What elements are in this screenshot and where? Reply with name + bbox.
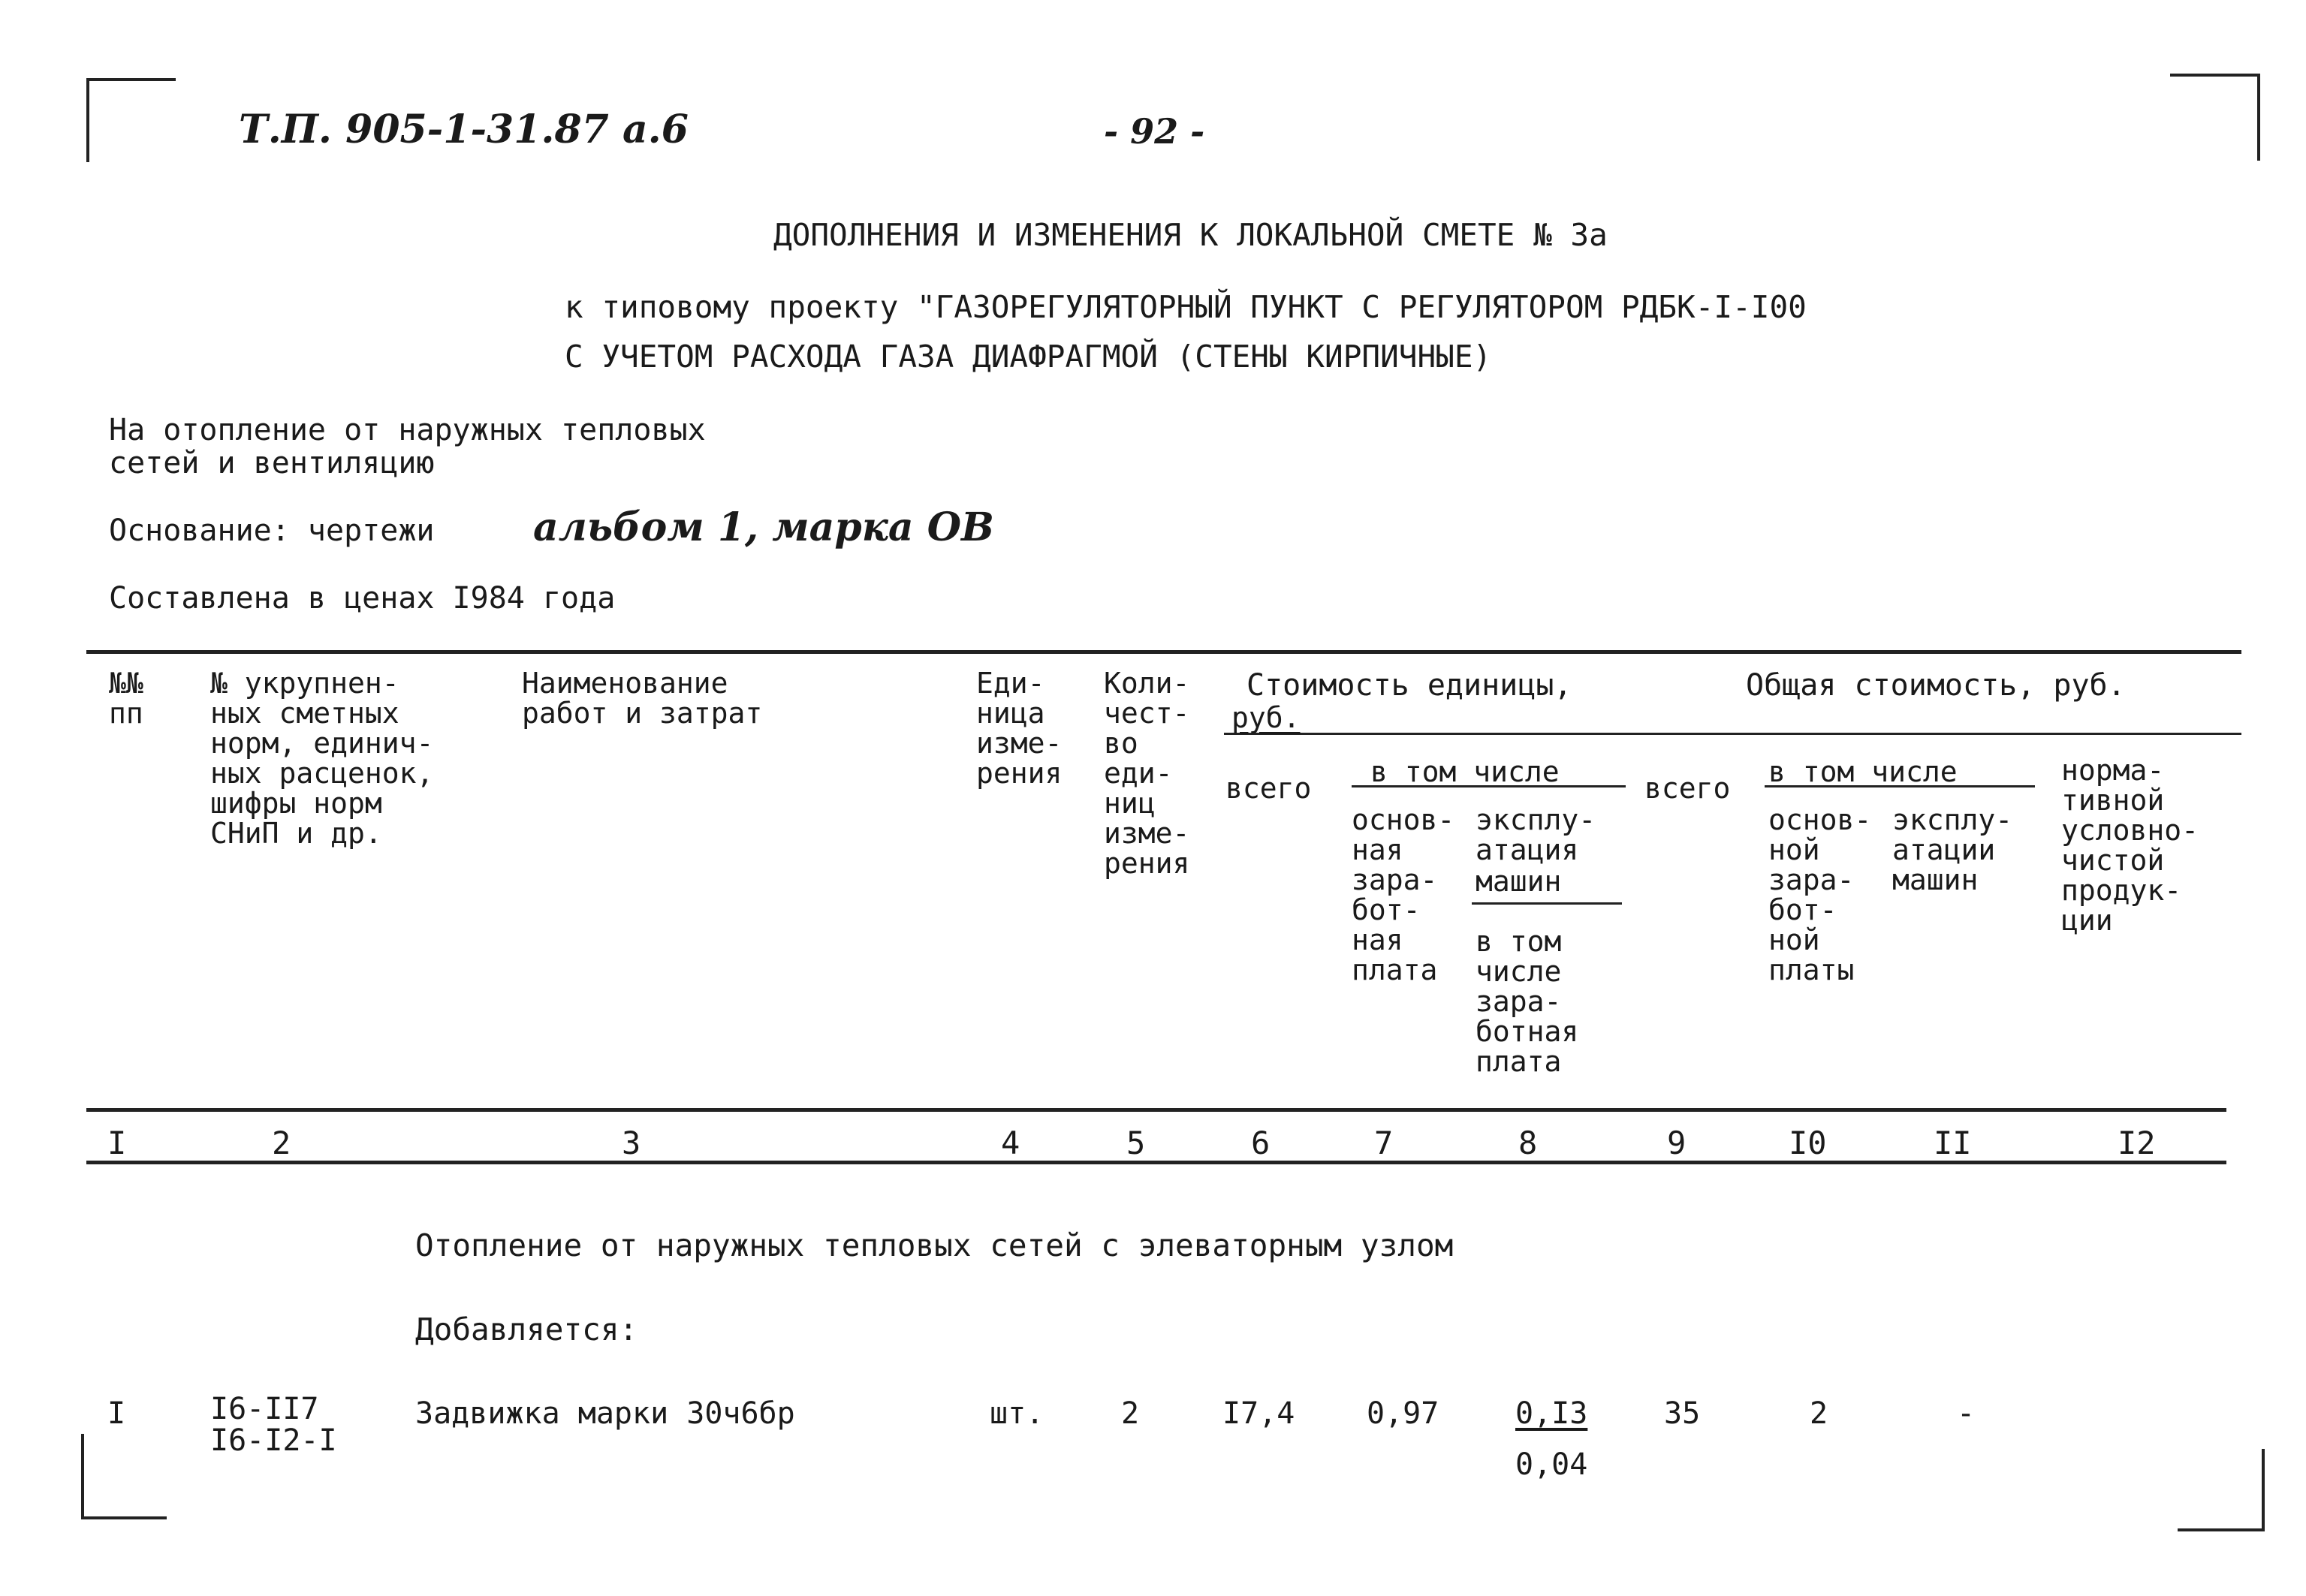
row-code-2: I6-I2-I — [210, 1423, 337, 1458]
title-line-3: С УЧЕТОМ РАСХОДА ГАЗА ДИАФРАГМОЙ (СТЕНЫ КИРПИЧНЫЕ) — [565, 339, 1492, 375]
row-qty: 2 — [1121, 1396, 1140, 1431]
section-title: Отопление от наружных тепловых сетей с элеваторным узлом — [415, 1227, 1454, 1263]
column-number: 8 — [1518, 1125, 1538, 1161]
row-unit-wage: 0,97 — [1367, 1396, 1439, 1431]
header-col-8-sub: в том числе зара- ботная плата — [1476, 925, 1579, 1078]
column-numbers-rule — [86, 1161, 2226, 1164]
header-col-2: № укрупнен- ных сметных норм, единич- ных расценок, шифры норм СНиП и др. — [210, 667, 434, 850]
group-subheader-rule — [1224, 733, 2241, 735]
row-total-wage: 2 — [1810, 1396, 1828, 1431]
header-col-5: Коли- чест- во еди- ниц изме- рения — [1104, 667, 1190, 880]
row-name: Задвижка марки 30ч6бр — [415, 1396, 795, 1431]
column-number: I0 — [1789, 1125, 1827, 1161]
row-unit: шт. — [990, 1396, 1044, 1431]
row-total-machine: - — [1957, 1396, 1976, 1431]
subsection-title: Добавляется: — [415, 1311, 638, 1348]
title-line-1: ДОПОЛНЕНИЯ И ИЗМЕНЕНИЯ К ЛОКАЛЬНОЙ СМЕТЕ № 3а — [773, 217, 1608, 253]
prices-line: Составлена в ценах I984 года — [109, 581, 616, 616]
title-line-2: к типовому проекту "ГАЗОРЕГУЛЯТОРНЫЙ ПУНКТ С РЕГУЛЯТОРОМ РДБК-I-I00 — [565, 289, 1807, 325]
table-header-bottom-rule — [86, 1108, 2226, 1112]
basis-handwritten: альбом 1, марка ОВ — [533, 504, 994, 550]
purpose-line-1: На отопление от наружных тепловых — [109, 413, 706, 447]
header-col-3: Наименование работ и затрат — [522, 667, 763, 730]
header-col-9: всего — [1644, 772, 1731, 805]
corner-mark-top-right — [2170, 74, 2260, 161]
header-col-12: норма- тивной условно- чистой продук- ции — [2061, 754, 2199, 937]
total-cost-group-header: Общая стоимость, руб. — [1746, 668, 2126, 703]
header-col-7: основ- ная зара- бот- ная плата — [1352, 803, 1455, 986]
machines-rule-unit — [1472, 902, 1622, 905]
column-number: 9 — [1667, 1125, 1687, 1161]
row-total: 35 — [1664, 1396, 1701, 1431]
row-unit-machine-wage: 0,04 — [1515, 1447, 1588, 1482]
header-col-11: эксплу- атации машин — [1892, 803, 2013, 896]
corner-mark-top-left — [86, 78, 176, 162]
unit-cost-group-header-2: руб. — [1231, 701, 1301, 734]
column-number: 4 — [1001, 1125, 1020, 1161]
column-number: 7 — [1374, 1125, 1394, 1161]
unit-cost-group-header: Стоимость единицы, — [1246, 668, 1572, 703]
header-col-4: Еди- ница изме- рения — [976, 667, 1063, 790]
column-number: 5 — [1126, 1125, 1146, 1161]
header-col-1: №№ пп — [109, 667, 143, 730]
basis-label: Основание: чертежи — [109, 513, 435, 548]
row-code-1: I6-II7 — [210, 1392, 319, 1426]
header-incl-total: в том числе — [1768, 755, 1958, 788]
header-col-10: основ- ной зара- бот- ной платы — [1768, 803, 1872, 986]
page-number: - 92 - — [1104, 111, 1205, 152]
document-code: Т.П. 905-1-31.87 а.6 — [239, 107, 689, 152]
column-number: I — [107, 1125, 127, 1161]
column-number: I2 — [2118, 1125, 2156, 1161]
purpose-line-2: сетей и вентиляцию — [109, 446, 435, 480]
corner-mark-bottom-left — [81, 1434, 167, 1519]
header-col-8: эксплу- атация — [1476, 803, 1596, 866]
row-number: I — [107, 1396, 126, 1431]
column-number: 6 — [1251, 1125, 1271, 1161]
header-incl-unit: в том числе — [1370, 755, 1560, 788]
corner-mark-bottom-right — [2178, 1449, 2265, 1531]
row-unit-total: I7,4 — [1222, 1396, 1295, 1431]
header-col-8-machines: машин — [1476, 865, 1562, 898]
header-col-6: всего — [1225, 772, 1312, 805]
table-top-rule — [86, 650, 2241, 654]
row-unit-machine: 0,I3 — [1515, 1396, 1588, 1431]
column-number: II — [1934, 1125, 1972, 1161]
column-number: 2 — [272, 1125, 291, 1161]
column-number: 3 — [622, 1125, 641, 1161]
